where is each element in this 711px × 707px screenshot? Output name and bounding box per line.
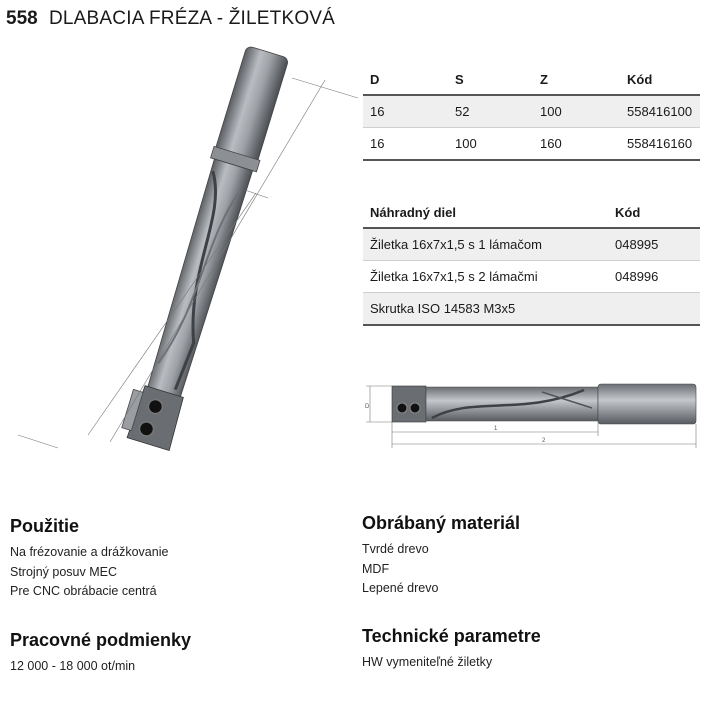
side-dim-label-1: 1 [494, 426, 498, 432]
table-header-row [363, 197, 700, 228]
column-header: Kód [615, 204, 641, 220]
material-title: Obrábaný materiál [362, 513, 521, 533]
table-row [363, 228, 700, 261]
table-row [363, 261, 700, 293]
table-cell: Skrutka ISO 14583 M3x5 [370, 301, 516, 316]
table-cell: 16 [370, 104, 385, 119]
table-cell: Žiletka 16x7x1,5 s 2 lámačmi [370, 269, 538, 284]
side-dia-label: D [365, 404, 370, 410]
usage-item: Pre CNC obrábacie centrá [10, 584, 157, 598]
table-cell: 160 [540, 136, 562, 151]
product-name: DLABACIA FRÉZA - ŽILETKOVÁ [48, 8, 336, 29]
material-item: MDF [362, 561, 390, 576]
material-item: Tvrdé drevo [362, 542, 429, 556]
table-cell: 52 [455, 104, 470, 119]
usage-item: Strojný posuv MEC [10, 564, 117, 579]
technical-item: HW vymeniteľné žiletky [362, 655, 493, 669]
dimensions-table [363, 64, 700, 161]
table-cell: 558416160 [627, 136, 693, 151]
column-header: Náhradný diel [370, 204, 456, 220]
table-row [363, 293, 700, 326]
technical-section [362, 626, 541, 673]
usage-section [10, 516, 168, 602]
conditions-section [10, 630, 191, 677]
column-header: S [455, 71, 464, 87]
table-cell: 100 [540, 104, 562, 119]
column-header: Kód [627, 71, 653, 87]
material-item: Lepené drevo [362, 581, 439, 595]
material-section [362, 513, 520, 599]
column-header: D [370, 71, 380, 87]
table-cell: 16 [370, 136, 385, 151]
table-header-row [363, 64, 700, 95]
table-cell: 048996 [615, 269, 659, 284]
table-row [363, 128, 700, 161]
table-row [363, 95, 700, 128]
column-header: Z [540, 71, 548, 87]
table-cell: 558416100 [627, 104, 693, 119]
page-title [6, 8, 335, 30]
side-view-drawing [362, 378, 702, 458]
usage-title: Použitie [10, 516, 80, 536]
conditions-title: Pracovné podmienky [10, 630, 192, 650]
technical-title: Technické parametre [362, 626, 541, 646]
table-cell: Žiletka 16x7x1,5 s 1 lámačom [370, 237, 542, 252]
table-cell [608, 293, 700, 326]
product-number: 558 [6, 8, 38, 29]
table-cell: 100 [455, 136, 477, 151]
usage-item: Na frézovanie a drážkovanie [10, 545, 169, 559]
tool-illustration [0, 40, 360, 510]
side-dim-label-2: 2 [542, 438, 546, 444]
table-cell: 048995 [615, 237, 659, 252]
conditions-item: 12 000 - 18 000 ot/min [10, 659, 136, 673]
spare-parts-table [363, 197, 700, 326]
